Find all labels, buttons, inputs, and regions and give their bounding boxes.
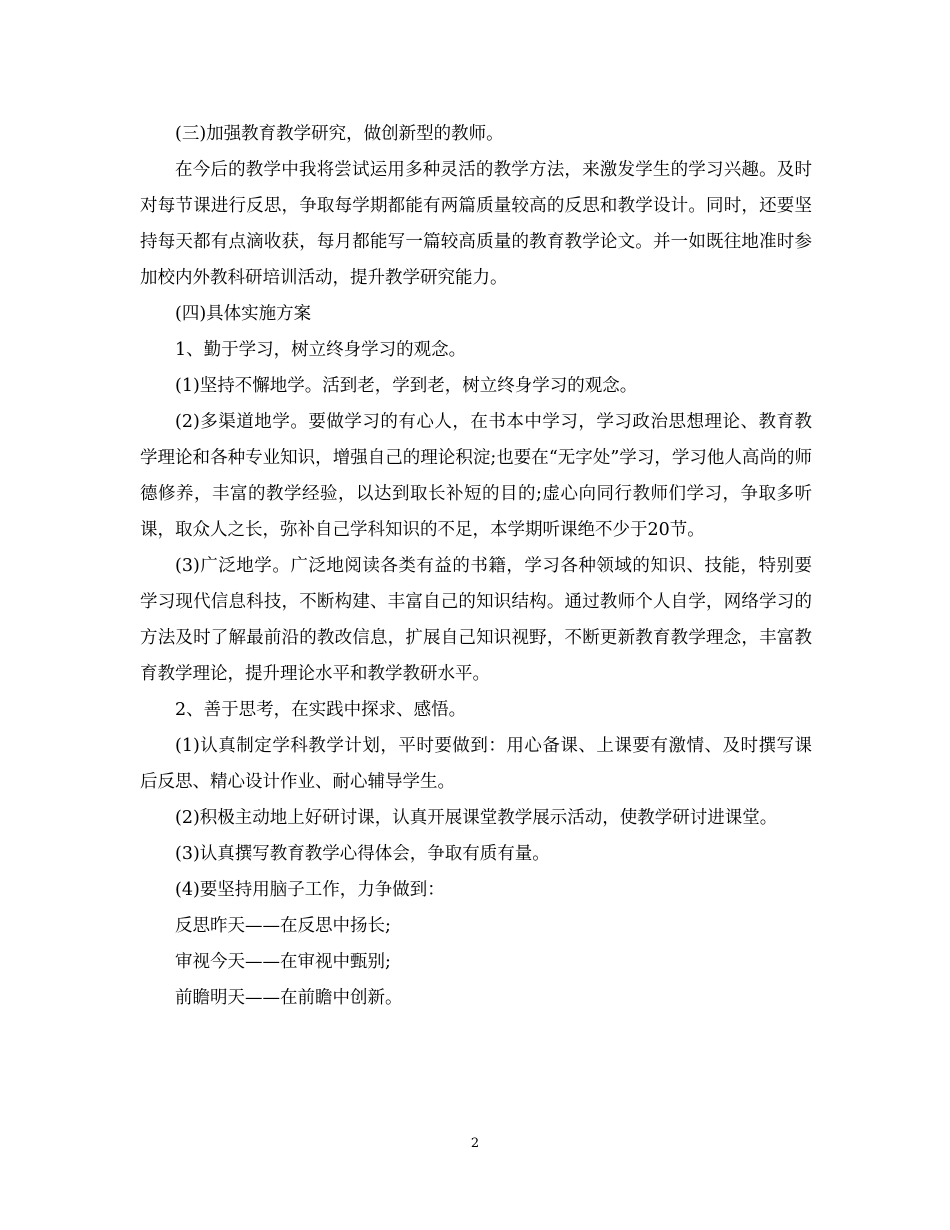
section-heading-3: (三)加强教育教学研究，做创新型的教师。 [175, 124, 504, 144]
item-2-2: (2)积极主动地上好研讨课，认真开展课堂教学展示活动，使教学研讨进课堂。 [175, 808, 778, 828]
motto-line-3: 前瞻明天——在前瞻中创新。 [175, 988, 403, 1008]
paragraph-research-plan: 在今后的教学中我将尝试运用多种灵活的教学方法，来激发学生的学习兴趣。及时对每节课进行反思，争取每学期都能有两篇质量较高的反思和教学设计。同时，还要坚持每天都有点滴收获，每月都能写一篇较高质量的教育教学论文。并一如既往地准时参加校内外教科研培训活动，提升教学研究能力。 [140, 160, 812, 288]
item-1-1: (1)坚持不懈地学。活到老，学到老，树立终身学习的观念。 [175, 376, 638, 396]
item-2-3: (3)认真撰写教育教学心得体会，争取有质有量。 [175, 844, 550, 864]
item-heading-2: 2、善于思考，在实践中探求、感悟。 [175, 700, 467, 720]
motto-line-1: 反思昨天——在反思中扬长; [175, 916, 391, 936]
item-1-3: (3)广泛地学。广泛地阅读各类有益的书籍，学习各种领域的知识、技能，特别要学习现代信息科技，不断构建、丰富自己的知识结构。通过教师个人自学，网络学习的方法及时了解最前沿的教改信息，扩展自己知识视野，不断更新教育教学理念，丰富教育教学理论，提升理论水平和教学教研水平。 [140, 556, 812, 684]
section-heading-4: (四)具体实施方案 [175, 304, 312, 324]
document-body [140, 116, 812, 1016]
item-2-4: (4)要坚持用脑子工作，力争做到： [175, 880, 445, 900]
item-2-1: (1)认真制定学科教学计划，平时要做到：用心备课、上课要有激情、及时撰写课后反思、精心设计作业、耐心辅导学生。 [140, 736, 812, 792]
motto-line-2: 审视今天——在审视中甄别; [175, 952, 391, 972]
page-number: 2 [470, 1136, 480, 1151]
item-heading-1: 1、勤于学习，树立终身学习的观念。 [175, 340, 467, 360]
item-1-2: (2)多渠道地学。要做学习的有心人，在书本中学习，学习政治思想理论、教育教学理论和各种专业知识，增强自己的理论积淀;也要在“无字处”学习，学习他人高尚的师德修养，丰富的教学经验，以达到取长补短的目的;虚心向同行教师们学习，争取多听课，取众人之长，弥补自己学科知识的不足，本学期听课绝不少于20节。 [140, 412, 812, 540]
